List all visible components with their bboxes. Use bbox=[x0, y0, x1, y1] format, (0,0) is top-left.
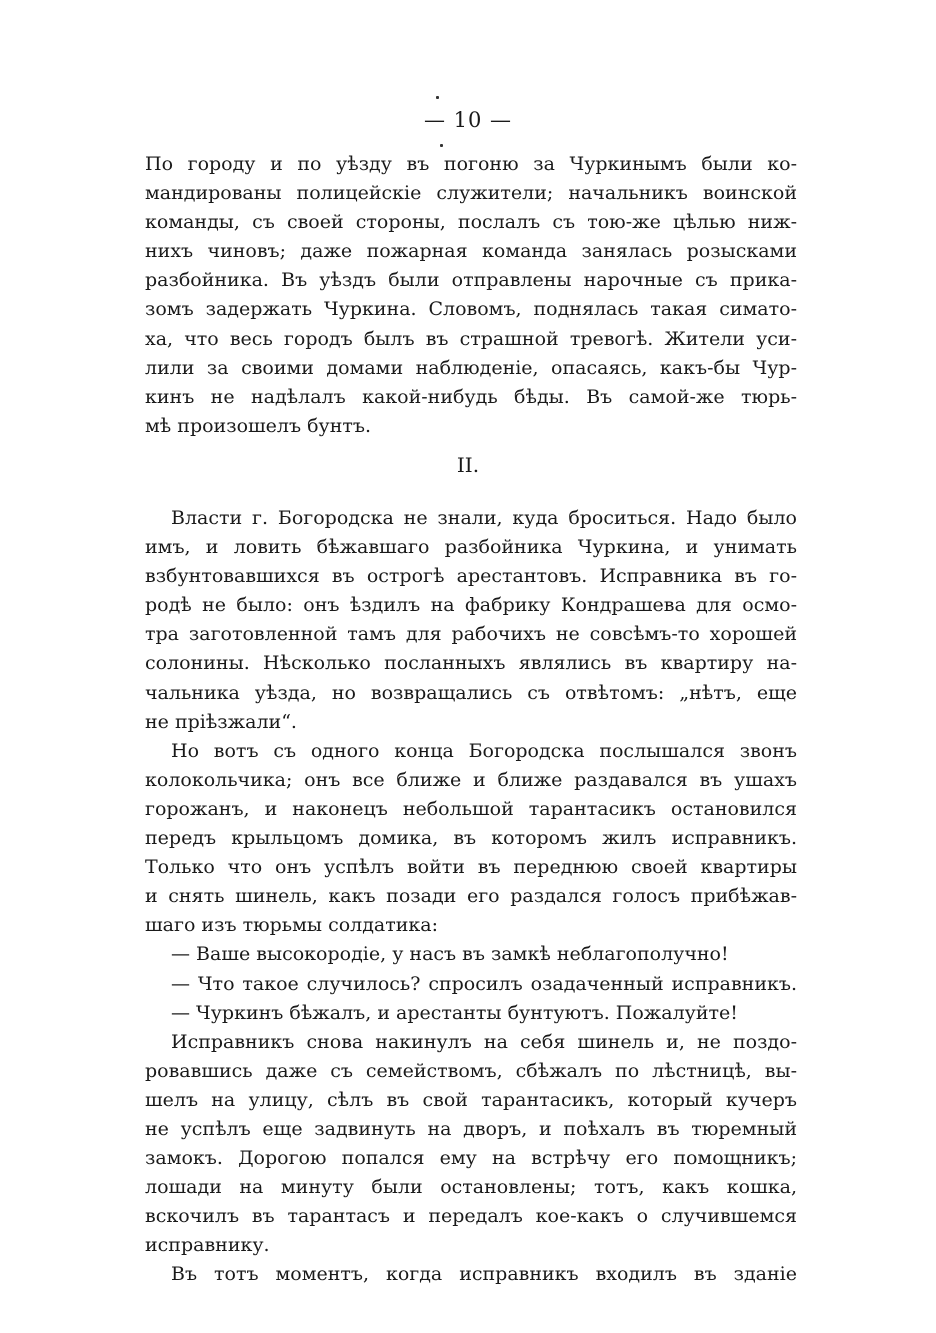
text-line: замокъ. Дорогою попался ему на встрѣчу его помощникъ; bbox=[145, 1147, 797, 1170]
text-line: Въ тотъ моментъ, когда исправникъ входилъ въ зданіе bbox=[171, 1263, 797, 1286]
text-line: По городу и по уѣзду въ погоню за Чуркинымъ были ко- bbox=[145, 153, 797, 175]
chapter-heading: II. bbox=[456, 453, 480, 477]
text-line: Только что онъ успѣлъ войти въ переднюю своей квартиры bbox=[145, 856, 797, 879]
text-line: родѣ не было: онъ ѣздилъ на фабрику Кондрашева для осмо- bbox=[145, 594, 797, 617]
text-line: взбунтовавшихся въ острогѣ арестантовъ. Исправника въ го- bbox=[145, 565, 797, 588]
paragraph-continued bbox=[145, 150, 797, 441]
text-line: команды, съ своей стороны, послалъ съ тою-же цѣлью ниж- bbox=[145, 211, 797, 234]
print-speck bbox=[436, 96, 439, 99]
text-line: горожанъ, и наконецъ небольшой тарантасикъ остановился bbox=[145, 797, 797, 820]
text-line: колокольчика; онъ все ближе и ближе раздавался въ ушахъ bbox=[145, 768, 797, 791]
text-line: нихъ чиновъ; даже пожарная команда занялась розысками bbox=[145, 240, 797, 263]
text-line: не успѣлъ еще задвинуть на дворъ, и поѣхалъ въ тюремный bbox=[145, 1117, 797, 1140]
text-line: не пріѣзжали“. bbox=[145, 710, 297, 733]
text-line: имъ, и ловить бѣжавшаго разбойника Чуркина, и унимать bbox=[145, 536, 797, 559]
text-line: Власти г. Богородска не знали, куда броситься. Надо было bbox=[171, 507, 797, 529]
text-line: и снять шинель, какъ позади его раздался голосъ прибѣжав- bbox=[145, 885, 797, 908]
print-speck bbox=[440, 144, 443, 147]
text-line: разбойника. Въ уѣздъ были отправлены нарочные съ прика- bbox=[145, 269, 797, 292]
text-line: лили за своими домами наблюденіе, опасаясь, какъ-бы Чур- bbox=[145, 356, 797, 379]
text-line: чальника уѣзда, но возвращались съ отвѣтомъ: „нѣтъ, еще bbox=[145, 681, 797, 704]
text-line: мандированы полицейскіе служители; начальникъ воинской bbox=[145, 182, 797, 205]
text-line: ха, что весь городъ былъ въ страшной тревогѣ. Жители уси- bbox=[145, 327, 797, 350]
text-line: Исправникъ снова накинулъ на себя шинель и, не поздо- bbox=[171, 1030, 797, 1053]
text-line: передъ крыльцомъ домика, въ которомъ жилъ исправникъ. bbox=[145, 827, 797, 850]
text-line: исправнику. bbox=[145, 1234, 270, 1257]
dialogue-line: — Ваше высокородіе, у насъ въ замкѣ неблагополучно! bbox=[171, 943, 729, 966]
text-line: лошади на минуту были остановлены; тотъ, какъ кошка, bbox=[145, 1176, 797, 1199]
text-line: кинъ не надѣлалъ какой-нибудь бѣды. Въ самой-же тюрь- bbox=[145, 385, 797, 408]
text-line: мѣ произошелъ бунтъ. bbox=[145, 414, 372, 437]
text-line: вскочилъ въ тарантасъ и передалъ кое-какъ о случившемся bbox=[145, 1205, 797, 1228]
text-line: шелъ на улицу, сѣлъ въ свой тарантасикъ, который кучеръ bbox=[145, 1088, 797, 1111]
text-line: ровавшись даже съ семействомъ, сбѣжалъ по лѣстницѣ, вы- bbox=[145, 1059, 797, 1082]
dialogue-line: — Что такое случилось? спросилъ озадаченный исправникъ. bbox=[171, 972, 797, 995]
text-line: солонины. Нѣсколько посланныхъ являлись въ квартиру на- bbox=[145, 652, 797, 675]
text-line: зомъ задержать Чуркина. Словомъ, поднялась такая симато- bbox=[145, 298, 797, 321]
text-line: шаго изъ тюрьмы солдатика: bbox=[145, 914, 439, 937]
text-line: Но вотъ съ одного конца Богородска послышался звонъ bbox=[171, 739, 797, 762]
page-number: — 10 — bbox=[423, 108, 513, 132]
dialogue-line: — Чуркинъ бѣжалъ, и арестанты бунтуютъ. Пожалуйте! bbox=[171, 1001, 738, 1024]
chapter-body bbox=[145, 504, 797, 1290]
text-line: тра заготовленной тамъ для рабочихъ не совсѣмъ-то хорошей bbox=[145, 623, 797, 646]
